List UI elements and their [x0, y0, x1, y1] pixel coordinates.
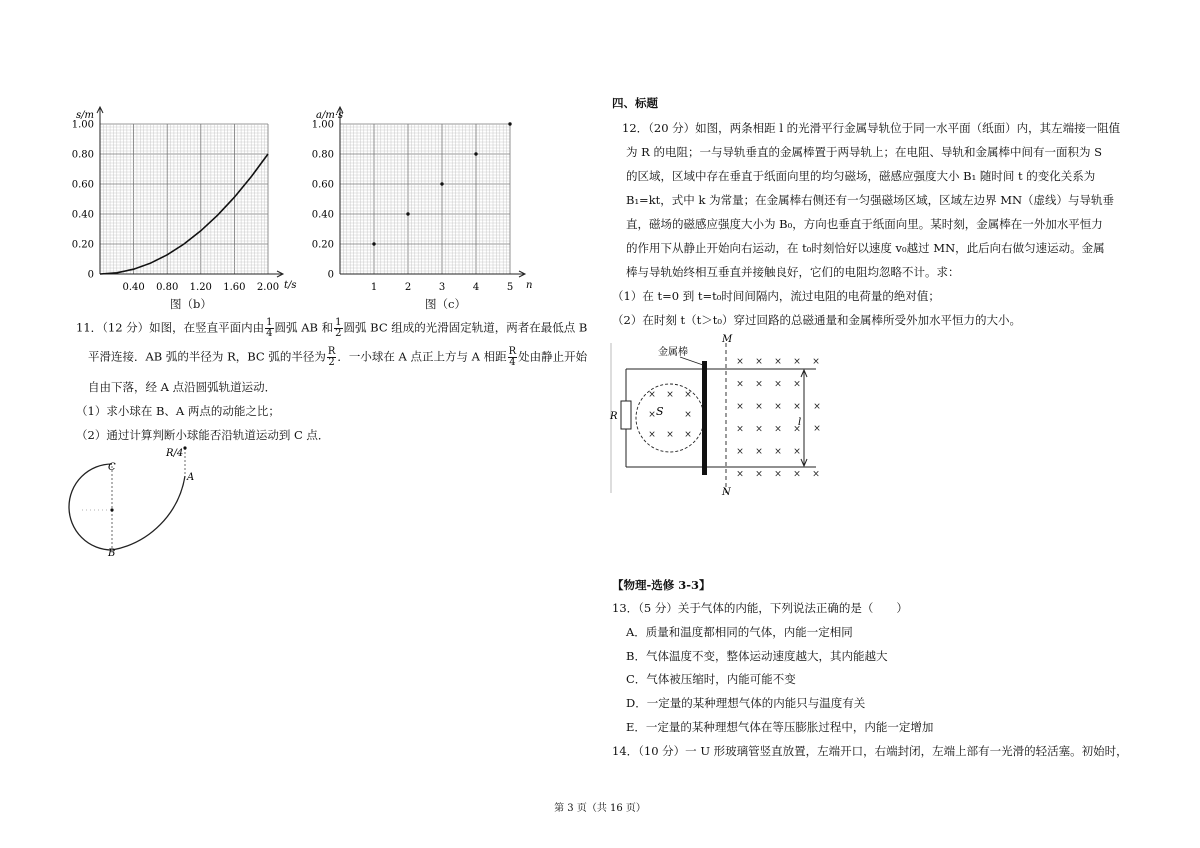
q11-track-figure — [62, 444, 222, 559]
q11-sub1: （1）求小球在 B、A 两点的动能之比； — [76, 404, 280, 418]
field-cross: × — [793, 357, 801, 367]
y-tick-label: 0.40 — [311, 209, 334, 221]
label-n: N — [722, 487, 731, 498]
q13-option-d: D．一定量的某种理想气体的内能只与温度有关 — [626, 696, 866, 710]
field-cross: × — [812, 469, 820, 480]
field-cross: × — [793, 402, 801, 412]
field-cross: × — [684, 430, 692, 440]
section-4-title: 四、标题 — [612, 96, 658, 110]
data-point — [508, 122, 511, 125]
metal-rod — [702, 361, 707, 475]
q11-line2: 平滑连接．AB 弧的半径为 R，BC 弧的半径为 $\frac{R}{2}$ ．一小球在 A 点正上方与 A 相距 $\frac{R}{4}$ 处由静止开始 — [88, 346, 588, 368]
field-cross: × — [755, 469, 763, 480]
q12-line-4: 直，磁场的磁感应强度大小为 B₀，方向也垂直于纸面向里。某时刻，金属棒在一外加水平恒力 — [626, 217, 1103, 231]
label-r4: R/4 — [166, 448, 184, 459]
y-tick-label: 0 — [87, 269, 94, 281]
field-cross: × — [684, 410, 692, 420]
field-cross: × — [774, 469, 782, 480]
y-axis-label: a/m·s — [316, 110, 344, 121]
y-tick-label: 0.60 — [71, 179, 94, 191]
ball-point — [183, 446, 186, 449]
field-cross: × — [666, 390, 674, 400]
x-tick-label: 5 — [506, 282, 514, 293]
field-cross: × — [793, 424, 801, 435]
y-tick-label: 0.60 — [311, 179, 334, 191]
field-cross: × — [736, 402, 744, 412]
data-point — [474, 152, 477, 155]
fraction-half: $\frac{1}{2}$ — [335, 317, 342, 339]
label-c: C — [108, 462, 116, 473]
q13-stem: 13．（5 分）关于气体的内能，下列说法正确的是（ ） — [612, 601, 908, 615]
chart-a-vs-n — [310, 92, 550, 317]
field-cross: × — [755, 402, 763, 412]
field-cross: × — [793, 447, 801, 457]
field-cross: × — [774, 379, 782, 390]
field-cross: × — [793, 379, 801, 390]
q11-line3: 自由下落，经 A 点沿圆弧轨道运动． — [88, 380, 277, 394]
q12-sub1: （1）在 t=0 到 t=t₀时间间隔内，流过电阻的电荷量的绝对值； — [612, 289, 940, 303]
q12-line-1: 为 R 的电阻；一与导轨垂直的金属棒置于两导轨上；在电阻、导轨和金属棒中间有一面积为 S — [626, 145, 1102, 159]
field-cross: × — [736, 379, 744, 390]
field-cross: × — [755, 379, 763, 390]
y-tick-label: 1.00 — [311, 119, 334, 131]
q12-line-5: 的作用下从静止开始向右运动，在 t₀时刻恰好以速度 v₀越过 MN，此后向右做匀速运动。金属 — [626, 241, 1105, 255]
q14-stem: 14．（10 分）一 U 形玻璃管竖直放置，左端开口，右端封闭，左端上部有一光滑的轻活塞。初始时， — [612, 744, 1128, 758]
q12-circuit-figure — [606, 333, 836, 498]
q12-sub2: （2）在时刻 t（t＞t₀）穿过回路的总磁通量和金属棒所受外加水平恒力的大小。 — [612, 313, 1021, 327]
x-tick-label: 4 — [472, 282, 480, 293]
fraction-r-over-2: $\frac{R}{2}$ — [327, 346, 336, 368]
field-cross: × — [666, 430, 674, 440]
x-tick-label: 2 — [404, 282, 412, 293]
field-cross: × — [813, 424, 821, 434]
field-cross: × — [684, 390, 692, 400]
q13-option-c: C．气体被压缩时，内能可能不变 — [626, 672, 796, 686]
y-tick-label: 0.40 — [71, 209, 94, 221]
field-cross: × — [736, 469, 744, 480]
chart-b-caption: 图（b） — [170, 297, 212, 311]
label-s: S — [656, 405, 664, 418]
data-point — [372, 242, 375, 245]
field-cross: × — [755, 357, 763, 367]
resistor — [621, 401, 631, 429]
field-cross: × — [648, 410, 656, 420]
label-rod: 金属棒 — [658, 347, 688, 358]
field-cross: × — [813, 402, 821, 412]
y-tick-label: 0 — [327, 269, 334, 281]
field-cross: × — [774, 357, 782, 367]
q12-line-0: 12．（20 分）如图，两条相距 l 的光滑平行金属导轨位于同一水平面（纸面）内，其左端接一阻值 — [622, 121, 1121, 135]
q11-sub2: （2）通过计算判断小球能否沿轨道运动到 C 点． — [76, 428, 330, 442]
q13-option-b: B．气体温度不变，整体运动速度越大，其内能越大 — [626, 649, 888, 663]
data-point — [406, 212, 409, 215]
x-tick-label: 1.60 — [223, 282, 246, 293]
q13-option-a: A．质量和温度都相同的气体，内能一定相同 — [626, 625, 853, 639]
field-cross: × — [793, 469, 801, 480]
field-cross: × — [774, 402, 782, 412]
field-cross: × — [736, 447, 744, 457]
section-3-3-title: 【物理-选修 3-3】 — [612, 578, 711, 592]
grid — [100, 124, 268, 274]
x-tick-label: 1.20 — [189, 282, 212, 293]
x-axis-label: t/s — [284, 280, 297, 291]
y-tick-label: 0.20 — [311, 239, 334, 251]
y-axis-label: s/m — [76, 110, 94, 121]
label-b: B — [108, 548, 116, 559]
field-cross: × — [648, 430, 656, 440]
field-cross: × — [812, 357, 820, 367]
chart-s-vs-t — [60, 92, 310, 317]
label-r: R — [610, 411, 618, 422]
label-a: A — [187, 472, 195, 483]
arc-ab — [112, 476, 185, 550]
field-cross: × — [736, 424, 744, 435]
q12-line-3: B₁=kt，式中 k 为常量；在金属棒右侧还有一匀强磁场区域，区域左边界 MN（虚线）与导轨垂 — [626, 193, 1115, 207]
q12-line-6: 棒与导轨始终相互垂直并接触良好，它们的电阻均忽略不计。求： — [626, 265, 960, 279]
x-tick-label: 0.80 — [156, 282, 179, 293]
grid — [340, 124, 510, 274]
y-tick-label: 0.20 — [71, 239, 94, 251]
field-cross: × — [774, 424, 782, 435]
data-point — [440, 182, 443, 185]
chart-c-caption: 图（c） — [425, 297, 466, 311]
x-tick-label: 1 — [370, 282, 378, 293]
field-cross: × — [648, 390, 656, 400]
q11-line1: 11．（12 分）如图，在竖直平面内由 $\frac{1}{4}$ 圆弧 AB 和 $\frac{1}{2}$ 圆弧 BC 组成的光滑固定轨道，两者在最低点 B — [76, 317, 588, 339]
field-cross: × — [736, 357, 744, 367]
label-m: M — [722, 334, 733, 345]
x-tick-label: 2.00 — [256, 282, 280, 293]
q12-line-2: 的区域，区域中存在垂直于纸面向里的均匀磁场，磁感应强度大小 B₁ 随时间 t 的变化关系为 — [626, 169, 1096, 183]
y-tick-label: 0.80 — [311, 149, 334, 161]
x-axis-label: n — [526, 280, 533, 291]
label-l: l — [798, 417, 802, 428]
field-cross: × — [755, 424, 763, 435]
x-tick-label: 3 — [438, 282, 446, 293]
fraction-quarter: $\frac{1}{4}$ — [266, 317, 273, 339]
field-cross: × — [755, 447, 763, 457]
page-footer: 第 3 页（共 16 页） — [554, 803, 646, 814]
q13-option-e: E．一定量的某种理想气体在等压膨胀过程中，内能一定增加 — [626, 720, 934, 734]
y-tick-label: 0.80 — [71, 149, 94, 161]
arc-bc — [69, 464, 112, 550]
field-cross: × — [774, 447, 782, 457]
fraction-r-over-4: $\frac{R}{4}$ — [508, 346, 517, 368]
y-tick-label: 1.00 — [71, 119, 94, 131]
x-tick-label: 0.40 — [122, 282, 145, 293]
